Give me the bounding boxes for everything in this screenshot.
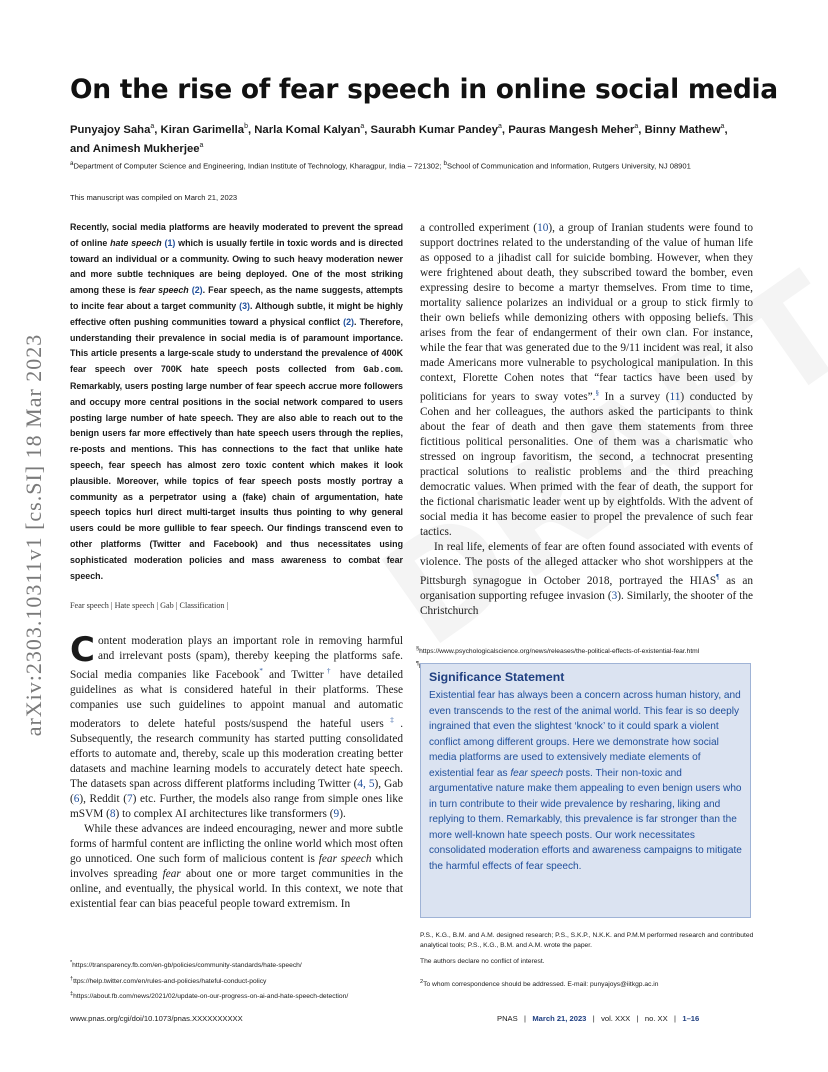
author-name: , Binny Mathew	[638, 123, 721, 136]
citation-link[interactable]: 10	[537, 222, 549, 234]
author-list	[70, 119, 760, 157]
term-fear-speech: fear speech	[510, 767, 564, 779]
citation-link[interactable]: (3)	[239, 300, 250, 311]
term-hate-speech: hate speech	[110, 237, 162, 248]
affil-mark: a	[634, 123, 639, 130]
citation-link[interactable]: 4, 5	[357, 777, 375, 790]
introduction-text: Content moderation plays an important role in removing harmful and irrelevant posts (spam), thereby keeping the platforms safe. Social media companies like Facebook* and Twitter† have detailed guidelines as what is considered hateful in their platforms. These companies use such guidelines to appoint manual and automatic moderators to delete hateful posts/suspend the hateful users‡. Subsequently, the research community has started putting consolidated efforts to automate and, thereby, scale up this moderation creating better datasets and machine learning models to accurately detect hate speech. The datasets span across different platforms including Twitter (4, 5), Gab (6), Reddit (7) etc. Further, the models also range from simple ones like mSVM (8) to complex AI architectures like transformers (9). While these advances are indeed encouraging, newer and more subtle forms of harmful content are inflicting the online world which most often go unnoticed. One such form of malicious content is fear speech which involves spreading fear about one or more target communities in the online, and eventually, the physical world. In this context, we note that existential fear can bias peaceful people toward extremism. In	[70, 630, 404, 910]
publish-date: March 21, 2023	[532, 1014, 587, 1023]
author-separator: ,	[724, 123, 728, 136]
arxiv-id-text: arXiv:2303.10311v1 [cs.SI] 18 Mar 2023	[21, 333, 46, 737]
footnote-mark[interactable]: ¶	[716, 572, 720, 581]
footnote-url[interactable]: https://about.fb.com/news/2021/02/update-on-our-progress-on-ai-and-hate-speech-detection/	[73, 993, 349, 1001]
author-name: , Narla Komal Kalyan	[247, 123, 361, 136]
affil-mark: a	[150, 123, 155, 130]
footnote-url[interactable]: https://www.psychologicalscience.org/news/releases/the-political-effects-of-existential-fear.html	[419, 648, 700, 656]
term-fear-speech: fear speech	[318, 852, 372, 865]
correspondence: $^2$To whom correspondence should be addressed. E-mail: punyajoys@iitkgp.ac.in	[420, 979, 659, 989]
footnote-mark[interactable]: †	[323, 667, 334, 675]
right-column-text: a controlled experiment (10), a group of Iranian students were found to support doctrines related to the understanding of the value of human life as opposed to a jihadist call for suicide bombing. However, when they were frightened about death, they subscribed toward the bomber, even expressing desire to become a martyr themselves. From time to time, mortality salience polarizes an individual or a group to stick firmly to their own beliefs while demonizing others with opposing beliefs. This arises from the fear of endangerment of their own clan. For instance, while the fear that was generated due to the 9/11 incident was real, it also made Americans more vulnerable to psychological manipulation. In this context, Florette Cohen notes that “fear tactics have been used by politicians for years to sway votes”.§ In a survey (11) conducted by Cohen and her colleagues, the authors asked the participants to think about the fear of death and then gave them statements from three fictitious political personalities. One of them was a charismatic who stressed on ingroup favoritism, the second, a technocrat presenting practical solutions to realistic problems and the third preaching democratic values. When primed with the fear of death, the support for the fictional charismatic leader went up by eightfolds. With the advent of social media it has become easier to propel the prevalence of such fear tactics. In real life, elements of fear are often found associated with events of violence. The posts of the alleged attacker who shot worshippers at the Pittsburgh synagogue in October 2018, portrayed the HIAS¶ as an organisation supporting refugee invasion (3). Similarly, the shooter of the Christchurch	[420, 222, 753, 617]
author-name: , Kiran Garimella	[154, 123, 245, 136]
affiliations	[70, 158, 760, 172]
citation-link[interactable]: 7	[127, 792, 133, 805]
footnote-url[interactable]: https://transparency.fb.com/en-gb/policies/community-standards/hate-speech/	[72, 962, 302, 970]
footnote-url[interactable]: ttps://help.twitter.com/en/rules-and-policies/hateful-conduct-policy	[73, 977, 267, 985]
footnote-mark[interactable]: *	[259, 667, 263, 675]
conflict-statement: The authors declare no conflict of interest.	[420, 958, 545, 965]
keywords: Fear speech | Hate speech | Gab | Classification |	[70, 601, 229, 610]
journal-name: PNAS	[497, 1014, 518, 1023]
author-name: Punyajoy Saha	[70, 123, 151, 136]
footnote: †ttps://help.twitter.com/en/rules-and-policies/hateful-conduct-policy	[70, 975, 267, 985]
affil-mark: a	[199, 141, 204, 149]
gab-domain: Gab.com	[363, 365, 401, 376]
citation-link[interactable]: (2)	[191, 285, 203, 296]
drop-cap: C	[70, 630, 95, 670]
affil-mark: a	[360, 123, 365, 130]
page-footer: PNAS | March 21, 2023 | vol. XXX | no. XX | 1–16	[497, 1014, 700, 1023]
affil-mark: b	[244, 123, 248, 130]
issue-number: no. XX	[644, 1014, 668, 1023]
significance-text: Existential fear has always been a concern across human history, and even transcends to the rest of the animal world. This fear is so deeply ingrained that even the slightest ‘knock’ to it could spark a violent conflict among different groups. Here we demonstrate how social media platforms are used to extensively mediate elements of existential fear as fear speech posts. Their non-toxic and argumentative nature make them appealing to even benign users who in turn contribute to their wide prevalence by resharing, liking and replying to them. Remarkably, this prevalence is far stronger than the more well-known hate speech posts. Our work necessitates consolidated moderation efforts and awareness campaigns to mitigate the harmful effects of fear speech.	[429, 690, 742, 872]
affil-mark: a	[720, 123, 725, 130]
page-range: 1–16	[682, 1014, 700, 1023]
term-fear-speech: fear speech	[138, 285, 189, 296]
compiled-date: This manuscript was compiled on March 21, 2023	[70, 193, 238, 202]
term-fear: fear	[162, 867, 181, 880]
paper-title: On the rise of fear speech in online social media	[70, 74, 778, 105]
footnote-mark[interactable]: ‡	[383, 715, 401, 724]
citation-link[interactable]: 3	[611, 589, 618, 602]
significance-heading: Significance Statement	[429, 670, 565, 684]
author-name: and Animesh Mukherjee	[70, 142, 200, 155]
affil-mark: b	[443, 160, 448, 167]
doi-link[interactable]: www.pnas.org/cgi/doi/10.1073/pnas.XXXXXXXXXX	[70, 1014, 243, 1023]
citation-link[interactable]: (2)	[343, 316, 354, 327]
correspondence-email[interactable]: To whom correspondence should be addressed. E-mail: punyajoys@iitkgp.ac.in	[423, 981, 659, 989]
affiliation-b: School of Communication and Information, Rutgers University, NJ 08901	[447, 161, 691, 171]
affil-mark: a	[498, 123, 502, 130]
citation-link[interactable]: 11	[669, 390, 681, 403]
citation-link[interactable]: 9	[333, 807, 340, 820]
footnote: ¶	[416, 658, 776, 673]
author-contributions: P.S., K.G., B.M. and A.M. designed research; P.S., S.K.P., N.K.K. and P.M.M performed research and contributed analytical tools; P.S., K.G., B.M. and A.M. wrote the paper.	[420, 932, 754, 949]
significance-statement-box	[420, 663, 751, 918]
affil-mark: a	[70, 160, 74, 167]
footnote: §https://www.psychologicalscience.org/news/releases/the-political-effects-of-existential-fear.html	[416, 646, 700, 656]
citation-link[interactable]: (1)	[164, 237, 176, 248]
author-name: , Pauras Mangesh Meher	[501, 123, 635, 136]
citation-link[interactable]: 6	[73, 792, 80, 805]
arxiv-side-stamp	[14, 300, 54, 770]
footnote-mark[interactable]: §	[595, 389, 600, 397]
footnotes-left	[70, 957, 410, 1004]
volume: vol. XXX	[601, 1014, 631, 1023]
author-name: , Saurabh Kumar Pandey	[364, 123, 499, 136]
footnote: *https://transparency.fb.com/en-gb/policies/community-standards/hate-speech/	[70, 960, 302, 970]
affiliation-a: Department of Computer Science and Engineering, Indian Institute of Technology, Kharagpur, India – 721302;	[73, 161, 442, 171]
citation-link[interactable]: 8	[109, 807, 116, 820]
abstract: Recently, social media platforms are heavily moderated to prevent the spread of online hate speech (1) which is usually fertile in toxic words and is directed toward an individual or a community. Owing to such heavy moderation newer and more subtle techniques are being deployed. One of the most striking among these is fear speech (2). Fear speech, as the name suggests, attempts to incite fear about a target community (3). Although subtle, it might be highly effective often pushing communities toward a physical conflict (2). Therefore, understanding their prevalence in social media is of paramount importance. This article presents a large-scale study to understand the prevalence of 400K fear speech over 700K hate speech posts collected from Gab.com. Remarkably, users posting large number of fear speech accrue more followers and occupy more central positions in the social network compared to users posting large number of hate speech. They are also able to reach out to the benign users far more effectively than hate speech users through the replies, re-posts and mentions. This has connections to the fact that unlike hate speech, fear speech has almost zero toxic content which makes it look plausible. Moreover, while topics of fear speech posts mostly portray a community as a perpetrator using a (fake) chain of argumentation, hate speech topics hurl direct multi-target insults thus pointing to why general users could be more gullible to fear speech. Our findings transcend even to other platforms (Twitter and Facebook) and thus necessitates using sophisticated moderation policies and mass awareness to combat fear speech.	[70, 222, 403, 581]
footnote: ‡https://about.fb.com/news/2021/02/update-on-our-progress-on-ai-and-hate-speech-detection/	[70, 991, 349, 1001]
